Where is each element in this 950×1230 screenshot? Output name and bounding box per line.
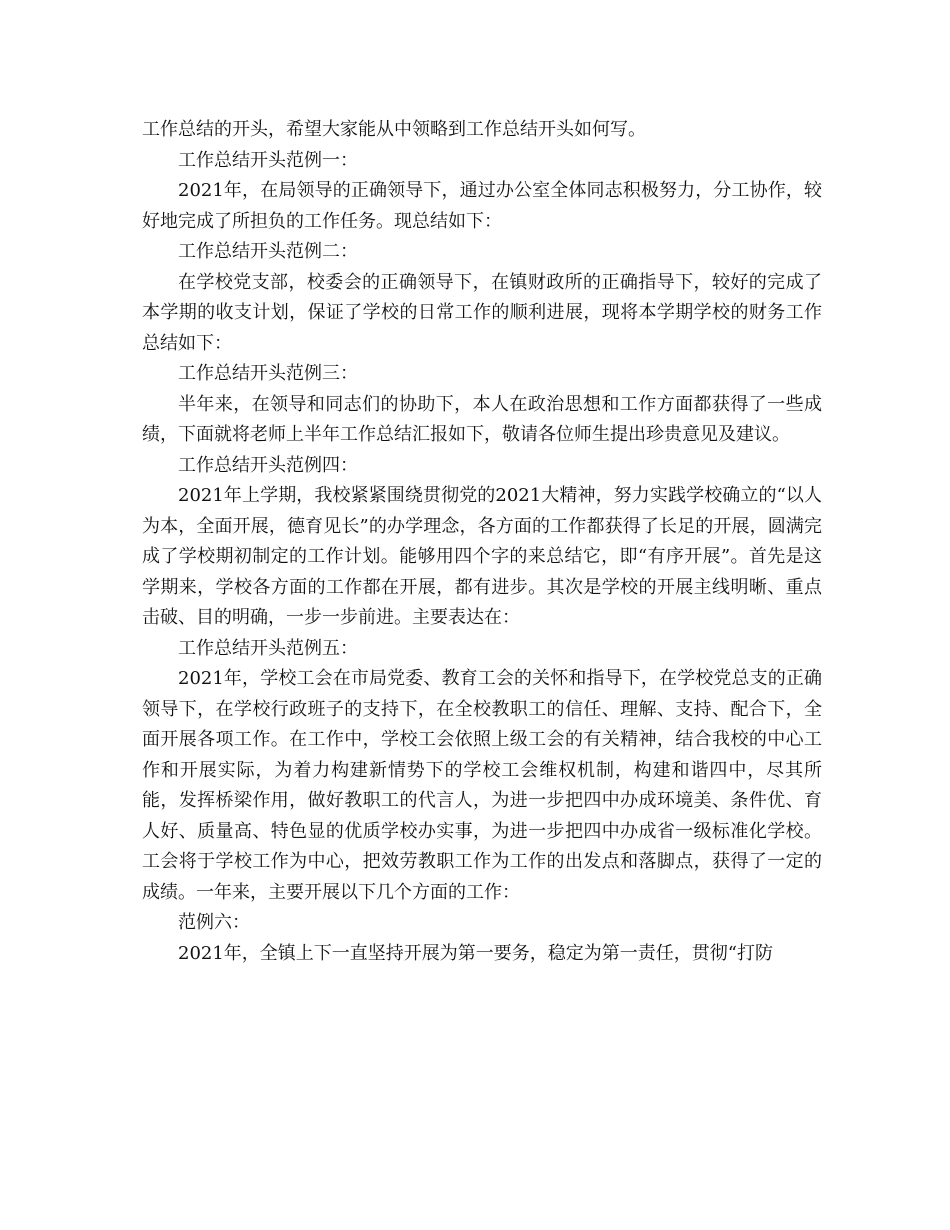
example-two-paragraph: 在学校党支部，校委会的正确领导下，在镇财政所的正确指导下，较好的完成了本学期的收支计划，保证了学校的日常工作的顺利进展，现将本学期学校的财务工作总结如下： [142, 271, 822, 354]
example-two-heading: 工作总结开头范例二： [178, 241, 358, 262]
example-one-heading: 工作总结开头范例一： [178, 149, 358, 171]
example-four-paragraph: 2021年上学期，我校紧紧围绕贯彻党的2021大精神，努力实践学校确立的“以人为本，全面开展，德育见长”的办学理念，各方面的工作都获得了长足的开展，圆满完成了学校期初制定的工作计划。能够用四个字的来总结它，即“有序开展”。首先是这学期来，学校各方面的工作都在开展，都有进步。其次是学校的开展主线明晰、重点击破、目的明确，一步一步前进。主要表达在： [142, 485, 822, 628]
example-four-heading: 工作总结开头范例四： [178, 454, 358, 476]
example-six-heading: 范例六： [178, 912, 250, 933]
example-one-paragraph: 2021年，在局领导的正确领导下，通过办公室全体同志积极努力，分工协作，较好地完成了所担负的工作任务。现总结如下： [142, 180, 822, 232]
example-five-heading: 工作总结开头范例五： [178, 637, 358, 659]
example-five-paragraph: 2021年，学校工会在市局党委、教育工会的关怀和指导下，在学校党总支的正确领导下，在学校行政班子的支持下，在全校教职工的信任、理解、支持、配合下，全面开展各项工作。在工作中，学校工会依照上级工会的有关精神，结合我校的中心工作和开展实际，为着力构建新情势下的学校工会维权机制，构建和谐四中，尽其所能，发挥桥梁作用，做好教职工的代言人，为进一步把四中办成环境美、条件优、育人好、质量高、特色显的优质学校办实事，为进一步把四中办成省一级标准化学校。工会将于学校工作为中心，把效劳教职工作为工作的出发点和落脚点，获得了一定的成绩。一年来，主要开展以下几个方面的工作： [142, 668, 822, 903]
intro-paragraph: 工作总结的开头，希望大家能从中领略到工作总结开头如何写。 [142, 119, 646, 140]
example-three-paragraph: 半年来，在领导和同志们的协助下，本人在政治思想和工作方面都获得了一些成绩，下面就将老师上半年工作总结汇报如下，敬请各位师生提出珍贵意见及建议。 [142, 393, 822, 445]
document-body [142, 115, 822, 969]
example-three-heading: 工作总结开头范例三： [178, 363, 358, 384]
example-six-paragraph: 2021年，全镇上下一直坚持开展为第一要务，稳定为第一责任，贯彻“打防 [178, 942, 774, 964]
